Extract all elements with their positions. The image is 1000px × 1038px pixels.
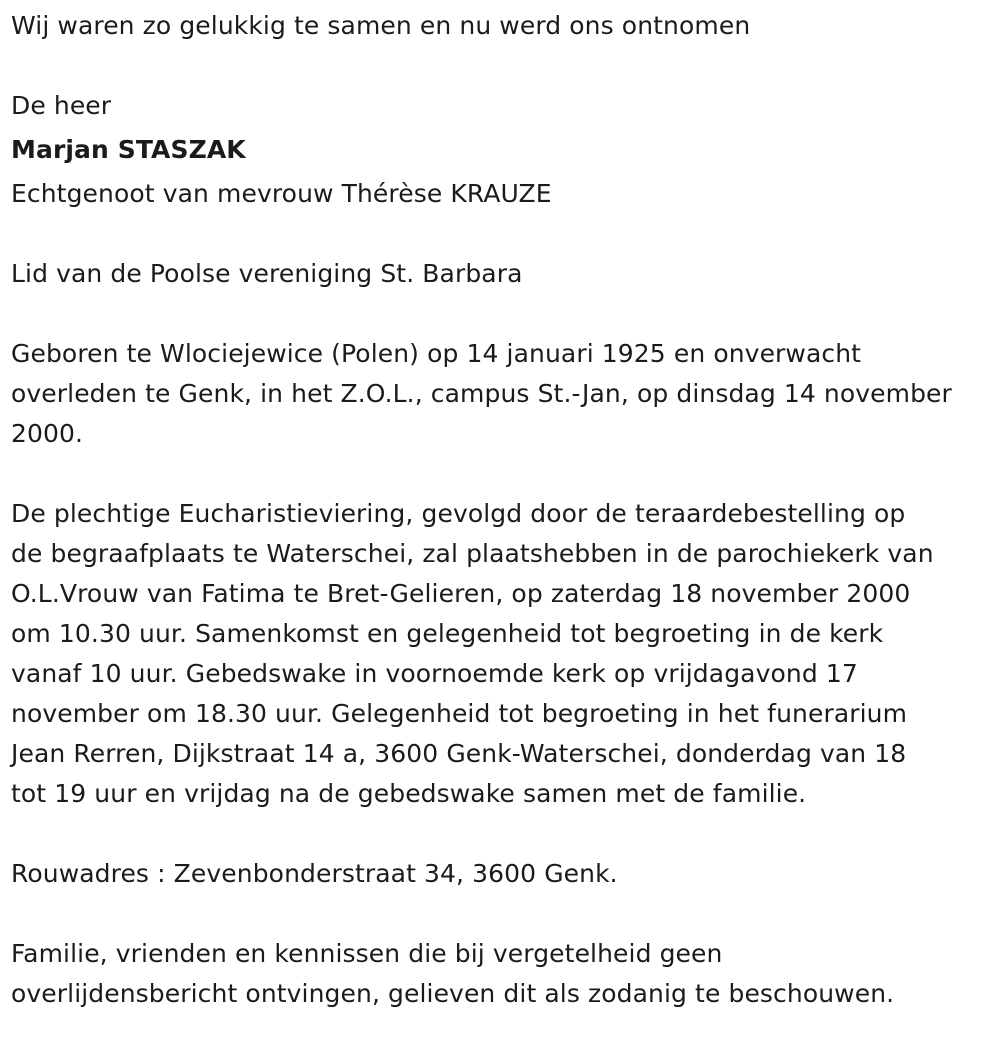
paragraph-line: O.L.Vrouw van Fatima te Bret-Gelieren, op zaterdag 18 november 2000 (11, 579, 911, 608)
paragraph-line: Jean Rerren, Dijkstraat 14 a, 3600 Genk-Waterschei, donderdag van 18 (11, 739, 907, 768)
deceased-name: Marjan STASZAK (11, 135, 246, 164)
spacer (11, 294, 991, 334)
paragraph-line: overlijdensbericht ontvingen, gelieven dit als zodanig te beschouwen. (11, 979, 895, 1008)
spacer (11, 814, 991, 854)
spouse-line: Echtgenoot van mevrouw Thérèse KRAUZE (11, 179, 552, 208)
paragraph-line: de begraafplaats te Waterschei, zal plaatshebben in de parochiekerk van (11, 539, 934, 568)
paragraph-line: De plechtige Eucharistieviering, gevolgd door de teraardebestelling op (11, 499, 906, 528)
ceremony-paragraph (11, 494, 991, 814)
spacer (11, 454, 991, 494)
spacer (11, 46, 991, 86)
paragraph-line: Geboren te Wlociejewice (Polen) op 14 januari 1925 en onverwacht (11, 339, 862, 368)
paragraph-line: Familie, vrienden en kennissen die bij vergetelheid geen (11, 939, 723, 968)
paragraph-line: november om 18.30 uur. Gelegenheid tot begroeting in het funerarium (11, 699, 908, 728)
salutation: De heer (11, 91, 112, 120)
spacer (11, 214, 991, 254)
closing-paragraph (11, 934, 991, 1014)
paragraph-line: vanaf 10 uur. Gebedswake in voornoemde kerk op vrijdagavond 17 (11, 659, 858, 688)
address-line: Rouwadres : Zevenbonderstraat 34, 3600 Genk. (11, 859, 618, 888)
spacer (11, 894, 991, 934)
birth-death-paragraph (11, 334, 991, 454)
membership-line: Lid van de Poolse vereniging St. Barbara (11, 259, 523, 288)
paragraph-line: om 10.30 uur. Samenkomst en gelegenheid tot begroeting in de kerk (11, 619, 884, 648)
obituary-notice (11, 6, 991, 1014)
opening-line: Wij waren zo gelukkig te samen en nu werd ons ontnomen (11, 11, 751, 40)
paragraph-line: overleden te Genk, in het Z.O.L., campus St.-Jan, op dinsdag 14 november (11, 379, 952, 408)
paragraph-line: 2000. (11, 419, 84, 448)
paragraph-line: tot 19 uur en vrijdag na de gebedswake samen met de familie. (11, 779, 807, 808)
